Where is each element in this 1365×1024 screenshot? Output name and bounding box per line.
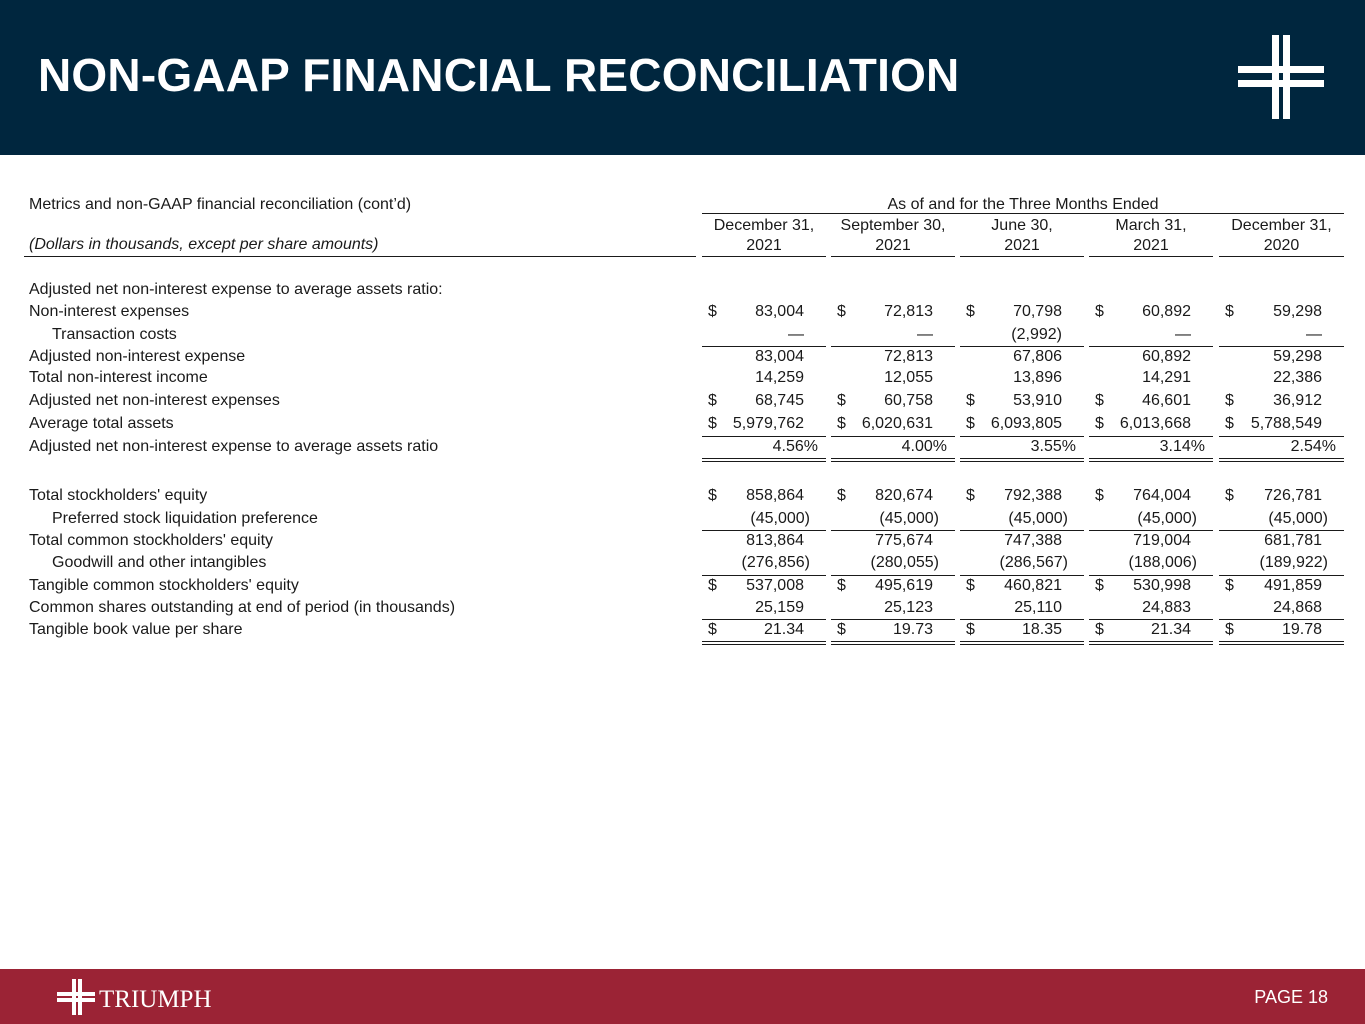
currency-symbol: $ — [966, 621, 975, 638]
subtotal-rule — [960, 575, 1084, 576]
table-cell — [960, 598, 1084, 618]
table-subtitle: (Dollars in thousands, except per share amounts) — [29, 236, 379, 253]
currency-symbol: $ — [1095, 487, 1104, 504]
row-label: Common shares outstanding at end of period (in thousands) — [29, 599, 456, 616]
subtotal-rule — [831, 346, 955, 347]
subtotal-rule — [1089, 436, 1213, 437]
table-cell — [960, 325, 1084, 345]
table-cell — [702, 598, 826, 618]
cell-value: — — [1306, 326, 1322, 343]
table-cell — [960, 414, 1084, 434]
cell-value: 764,004 — [1133, 487, 1191, 504]
total-double-rule — [1089, 458, 1213, 462]
table-cell — [1219, 576, 1344, 596]
cell-value: 25,159 — [755, 599, 804, 616]
row-label: Adjusted net non-interest expense to average assets ratio — [29, 438, 439, 455]
row-label: Average total assets — [29, 415, 174, 432]
total-double-rule — [702, 641, 826, 645]
cell-value: 4.56% — [772, 438, 818, 455]
currency-symbol: $ — [966, 415, 975, 432]
cell-value: 59,298 — [1273, 348, 1322, 365]
column-header: December 31, 2021 — [713, 217, 815, 254]
cell-value: 820,674 — [875, 487, 933, 504]
cell-value: (276,856) — [741, 554, 810, 571]
table-cell — [702, 531, 826, 551]
header-rule — [960, 256, 1084, 257]
currency-symbol: $ — [708, 303, 717, 320]
table-cell — [702, 368, 826, 388]
cell-value: 83,004 — [755, 303, 804, 320]
cell-value: 18.35 — [1021, 621, 1062, 638]
period-group-rule — [702, 213, 1344, 214]
table-cell — [1089, 325, 1213, 345]
subtotal-rule — [1219, 575, 1344, 576]
table-cell — [1219, 302, 1344, 322]
table-cell — [1089, 437, 1213, 457]
subtotal-rule — [1089, 619, 1213, 620]
reconciliation-table — [0, 155, 1365, 969]
header-rule — [702, 256, 826, 257]
cell-value: — — [1175, 326, 1191, 343]
column-header: June 30, 2021 — [991, 217, 1053, 254]
cell-value: 747,388 — [1004, 532, 1062, 549]
table-cell — [702, 325, 826, 345]
currency-symbol: $ — [1095, 577, 1104, 594]
currency-symbol: $ — [708, 415, 717, 432]
table-cell — [831, 598, 955, 618]
table-cell — [1219, 509, 1344, 529]
row-label: Transaction costs — [52, 326, 177, 343]
cell-value: 36,912 — [1273, 392, 1322, 409]
table-cell — [960, 509, 1084, 529]
cell-value: 813,864 — [746, 532, 804, 549]
cell-value: 46,601 — [1142, 392, 1191, 409]
cell-value: 13,896 — [1013, 369, 1062, 386]
subtotal-rule — [960, 619, 1084, 620]
subtotal-rule — [1219, 436, 1344, 437]
cell-value: 858,864 — [746, 487, 804, 504]
table-cell — [831, 620, 955, 640]
cell-value: 72,813 — [884, 348, 933, 365]
cell-value: 719,004 — [1133, 532, 1191, 549]
subtotal-rule — [1089, 346, 1213, 347]
table-cell — [831, 437, 955, 457]
table-cell — [960, 437, 1084, 457]
cell-value: 6,020,631 — [861, 415, 933, 432]
row-label: Adjusted net non-interest expenses — [29, 392, 280, 409]
cell-value: 3.14% — [1159, 438, 1205, 455]
currency-symbol: $ — [708, 392, 717, 409]
currency-symbol: $ — [837, 392, 846, 409]
total-double-rule — [1219, 458, 1344, 462]
table-cell — [960, 391, 1084, 411]
table-cell — [960, 486, 1084, 506]
header-bar — [0, 0, 1365, 155]
subtotal-rule — [1219, 530, 1344, 531]
row-label: Goodwill and other intangibles — [52, 554, 267, 571]
table-cell — [1219, 437, 1344, 457]
row-label: Total stockholders' equity — [29, 487, 208, 504]
table-cell — [1089, 368, 1213, 388]
table-cell — [1089, 620, 1213, 640]
cell-value: 68,745 — [755, 392, 804, 409]
cell-value: — — [917, 326, 933, 343]
table-cell — [1089, 509, 1213, 529]
header-rule — [1089, 256, 1213, 257]
table-cell — [1089, 531, 1213, 551]
cell-value: 60,892 — [1142, 348, 1191, 365]
currency-symbol: $ — [837, 487, 846, 504]
cell-value: 25,123 — [884, 599, 933, 616]
table-cell — [960, 553, 1084, 573]
cell-value: 775,674 — [875, 532, 933, 549]
table-cell — [1089, 486, 1213, 506]
table-title: Metrics and non-GAAP financial reconciliation (cont’d) — [29, 196, 412, 213]
subtotal-rule — [831, 530, 955, 531]
total-double-rule — [831, 458, 955, 462]
cell-value: (45,000) — [1137, 510, 1197, 527]
total-double-rule — [702, 458, 826, 462]
cell-value: 681,781 — [1264, 532, 1322, 549]
subtotal-rule — [702, 436, 826, 437]
cell-value: 67,806 — [1013, 348, 1062, 365]
cell-value: 19.78 — [1281, 621, 1322, 638]
cell-value: 491,859 — [1264, 577, 1322, 594]
subtotal-rule — [702, 619, 826, 620]
table-cell — [1219, 486, 1344, 506]
cell-value: (189,922) — [1259, 554, 1328, 571]
row-label: Preferred stock liquidation preference — [52, 510, 318, 527]
column-header: March 31, 2021 — [1115, 217, 1187, 254]
table-cell — [702, 414, 826, 434]
cell-value: 460,821 — [1004, 577, 1062, 594]
column-header: September 30, 2021 — [840, 217, 946, 254]
subtotal-rule — [702, 575, 826, 576]
triumph-cross-logo-icon — [1238, 35, 1324, 119]
cell-value: 72,813 — [884, 303, 933, 320]
subtotal-rule — [702, 346, 826, 347]
cell-value: 21.34 — [763, 621, 804, 638]
table-cell — [831, 325, 955, 345]
table-cell — [960, 302, 1084, 322]
cell-value: 12,055 — [884, 369, 933, 386]
cell-value: (45,000) — [879, 510, 939, 527]
cell-value: 726,781 — [1264, 487, 1322, 504]
table-cell — [1089, 553, 1213, 573]
table-cell — [702, 302, 826, 322]
cell-value: 14,291 — [1142, 369, 1191, 386]
currency-symbol: $ — [966, 392, 975, 409]
currency-symbol: $ — [1225, 415, 1234, 432]
cell-value: (286,567) — [999, 554, 1068, 571]
table-cell — [831, 486, 955, 506]
cell-value: 19.73 — [892, 621, 933, 638]
cell-value: 24,868 — [1273, 599, 1322, 616]
table-cell — [831, 509, 955, 529]
currency-symbol: $ — [708, 487, 717, 504]
cell-value: 83,004 — [755, 348, 804, 365]
table-cell — [831, 576, 955, 596]
currency-symbol: $ — [966, 487, 975, 504]
cell-value: 495,619 — [875, 577, 933, 594]
page-title: NON-GAAP FINANCIAL RECONCILIATION — [38, 49, 960, 101]
row-label: Total non-interest income — [29, 369, 208, 386]
subtotal-rule — [960, 436, 1084, 437]
cell-value: (45,000) — [1268, 510, 1328, 527]
cell-value: 60,758 — [884, 392, 933, 409]
currency-symbol: $ — [1095, 392, 1104, 409]
footer-bar — [0, 969, 1365, 1024]
table-cell — [1219, 391, 1344, 411]
table-cell — [1219, 325, 1344, 345]
subtotal-rule — [831, 436, 955, 437]
total-double-rule — [960, 641, 1084, 645]
table-cell — [960, 620, 1084, 640]
cell-value: 5,979,762 — [732, 415, 804, 432]
currency-symbol: $ — [708, 577, 717, 594]
table-cell — [702, 347, 826, 367]
column-header: December 31, 2020 — [1231, 217, 1332, 254]
currency-symbol: $ — [1095, 303, 1104, 320]
brand-wordmark: TRIUMPH — [99, 986, 212, 1013]
cell-value: — — [788, 326, 804, 343]
cell-value: 24,883 — [1142, 599, 1191, 616]
cell-value: 3.55% — [1030, 438, 1076, 455]
table-cell — [960, 531, 1084, 551]
table-cell — [1219, 531, 1344, 551]
currency-symbol: $ — [1225, 621, 1234, 638]
table-cell — [702, 553, 826, 573]
subtotal-rule — [960, 346, 1084, 347]
cell-value: 21.34 — [1150, 621, 1191, 638]
currency-symbol: $ — [1225, 577, 1234, 594]
period-group-header: As of and for the Three Months Ended — [887, 196, 1159, 213]
cell-value: 792,388 — [1004, 487, 1062, 504]
cell-value: 60,892 — [1142, 303, 1191, 320]
row-label: Tangible book value per share — [29, 621, 243, 638]
subtotal-rule — [702, 530, 826, 531]
cell-value: (45,000) — [750, 510, 810, 527]
subtotal-rule — [1089, 530, 1213, 531]
cell-value: 59,298 — [1273, 303, 1322, 320]
currency-symbol: $ — [966, 303, 975, 320]
row-label: Total common stockholders' equity — [29, 532, 274, 549]
table-cell — [960, 368, 1084, 388]
section-heading: Adjusted net non-interest expense to average assets ratio: — [29, 281, 443, 298]
cell-value: 5,788,549 — [1250, 415, 1322, 432]
currency-symbol: $ — [708, 621, 717, 638]
table-cell — [702, 576, 826, 596]
table-cell — [831, 347, 955, 367]
table-cell — [1089, 347, 1213, 367]
header-rule — [1219, 256, 1344, 257]
subtotal-rule — [1219, 346, 1344, 347]
header-rule — [24, 256, 696, 257]
cell-value: (2,992) — [1011, 326, 1062, 343]
table-cell — [831, 553, 955, 573]
cell-value: 25,110 — [1014, 599, 1062, 616]
header-rule — [831, 256, 955, 257]
currency-symbol: $ — [837, 303, 846, 320]
total-double-rule — [960, 458, 1084, 462]
table-cell — [831, 302, 955, 322]
row-label: Tangible common stockholders' equity — [29, 577, 299, 594]
table-cell — [1219, 598, 1344, 618]
table-cell — [702, 509, 826, 529]
table-cell — [831, 391, 955, 411]
cell-value: 70,798 — [1013, 303, 1062, 320]
currency-symbol: $ — [1225, 392, 1234, 409]
table-cell — [831, 531, 955, 551]
cell-value: (45,000) — [1008, 510, 1068, 527]
subtotal-rule — [1219, 619, 1344, 620]
cell-value: 530,998 — [1133, 577, 1191, 594]
table-cell — [702, 486, 826, 506]
currency-symbol: $ — [837, 577, 846, 594]
subtotal-rule — [831, 619, 955, 620]
triumph-brand-logo — [55, 977, 245, 1017]
row-label: Non-interest expenses — [29, 303, 190, 320]
cell-value: 22,386 — [1273, 369, 1322, 386]
table-cell — [702, 620, 826, 640]
table-cell — [1089, 598, 1213, 618]
cell-value: 6,093,805 — [990, 415, 1062, 432]
currency-symbol: $ — [1225, 303, 1234, 320]
cell-value: 6,013,668 — [1119, 415, 1191, 432]
table-cell — [702, 437, 826, 457]
cell-value: (188,006) — [1128, 554, 1197, 571]
subtotal-rule — [831, 575, 955, 576]
table-cell — [1089, 414, 1213, 434]
subtotal-rule — [1089, 575, 1213, 576]
row-label: Adjusted non-interest expense — [29, 348, 246, 365]
table-cell — [1089, 391, 1213, 411]
subtotal-rule — [960, 530, 1084, 531]
cell-value: 537,008 — [746, 577, 804, 594]
currency-symbol: $ — [837, 415, 846, 432]
cell-value: 14,259 — [755, 369, 804, 386]
page-number: PAGE 18 — [1254, 987, 1328, 1007]
cell-value: (280,055) — [870, 554, 939, 571]
currency-symbol: $ — [1225, 487, 1234, 504]
table-cell — [1219, 620, 1344, 640]
table-cell — [1219, 347, 1344, 367]
cell-value: 4.00% — [901, 438, 947, 455]
currency-symbol: $ — [1095, 621, 1104, 638]
total-double-rule — [1089, 641, 1213, 645]
currency-symbol: $ — [837, 621, 846, 638]
table-cell — [1219, 368, 1344, 388]
currency-symbol: $ — [1095, 415, 1104, 432]
cell-value: 53,910 — [1013, 392, 1062, 409]
table-cell — [1089, 302, 1213, 322]
table-cell — [960, 347, 1084, 367]
total-double-rule — [1219, 641, 1344, 645]
currency-symbol: $ — [966, 577, 975, 594]
table-cell — [831, 368, 955, 388]
cell-value: 2.54% — [1290, 438, 1336, 455]
table-cell — [1219, 553, 1344, 573]
table-cell — [831, 414, 955, 434]
table-cell — [1089, 576, 1213, 596]
table-cell — [960, 576, 1084, 596]
table-cell — [702, 391, 826, 411]
table-cell — [1219, 414, 1344, 434]
total-double-rule — [831, 641, 955, 645]
